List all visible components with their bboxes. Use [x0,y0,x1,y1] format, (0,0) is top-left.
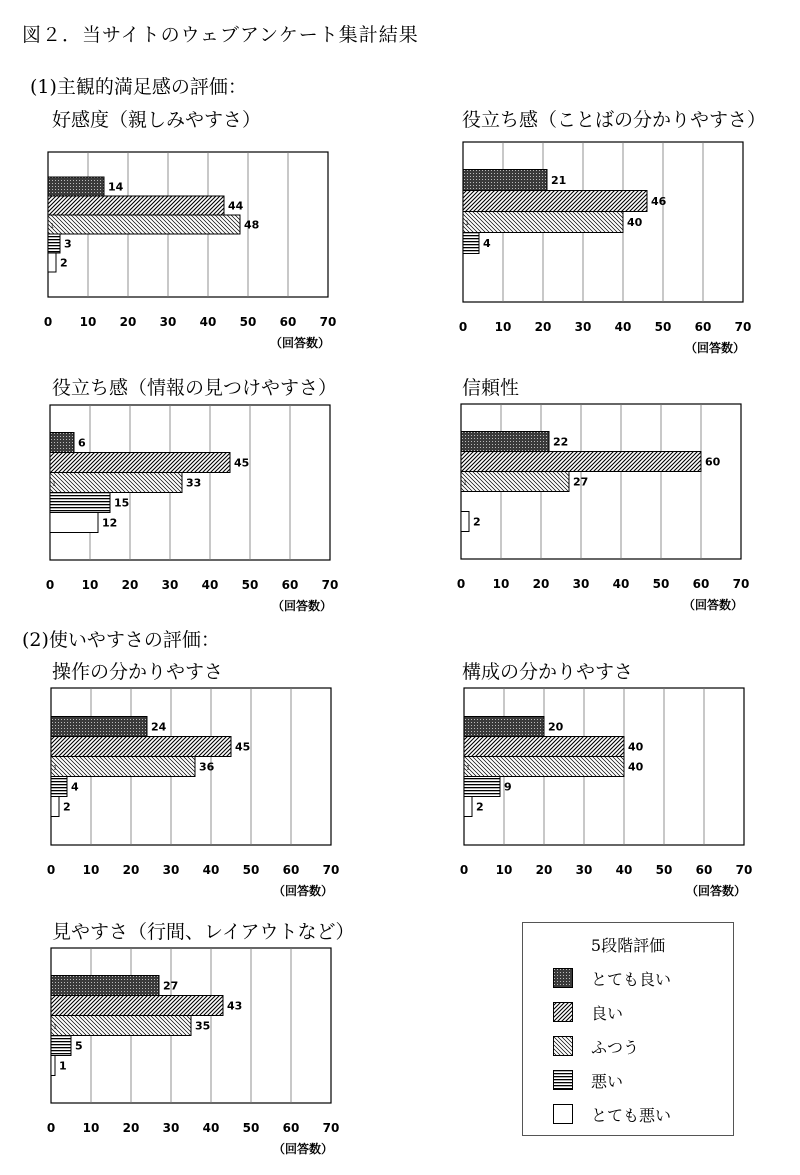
x-tick-label: 20 [119,315,137,329]
x-axis-label: （回答数） [272,1142,333,1156]
data-label: 35 [195,1019,211,1033]
x-tick-label: 50 [654,320,672,334]
x-tick-label: 30 [574,320,592,334]
data-label: 33 [186,476,202,490]
x-axis-label: （回答数） [272,884,333,898]
data-label: 9 [504,780,512,794]
figure-title: 図２．当サイトのウェブアンケート集計結果 [22,24,419,46]
data-label: 46 [651,195,667,208]
legend-label: とても良い [591,969,672,989]
bar-good [464,737,624,757]
x-tick-label: 20 [122,863,140,877]
chart-title-friendliness: 好感度（親しみやすさ） [52,109,262,131]
legend-label: とても悪い [591,1105,672,1125]
bar-good [50,453,230,473]
chart-title-usefulness-findability: 役立ち感（情報の見つけやすさ） [52,377,338,399]
legend [522,922,734,1136]
x-axis-label: （回答数） [685,884,746,898]
bar-good [51,996,223,1016]
x-tick-label: 40 [612,577,630,591]
x-tick-label: 40 [614,320,632,334]
bar-very-good [50,433,74,453]
chart-structure-clarity [459,688,754,900]
x-tick-label: 40 [199,315,217,329]
x-tick-label: 20 [535,863,553,877]
legend-label: ふつう [591,1037,640,1057]
bar-bad [48,234,60,253]
x-tick-label: 20 [122,1121,140,1135]
x-tick-label: 0 [43,315,53,329]
chart-usefulness-wording [458,142,753,357]
chart-usefulness-findability [45,405,340,615]
bar-average [463,212,623,233]
category-tick-label: 1 [53,764,57,772]
data-label: 5 [75,1039,83,1053]
x-tick-label: 0 [46,863,56,877]
x-tick-label: 70 [319,315,337,329]
data-label: 27 [573,475,589,489]
x-tick-label: 60 [282,1121,300,1135]
data-label: 60 [705,455,721,469]
bar-very-good [464,717,544,737]
data-label: 6 [78,436,86,450]
data-label: 45 [234,456,250,470]
data-label: 44 [228,199,244,213]
x-tick-label: 10 [82,863,100,877]
x-axis-label: （回答数） [271,599,332,613]
x-tick-label: 0 [458,320,468,334]
legend-item-very-good [553,967,671,989]
data-label: 40 [628,760,644,774]
category-tick-label: 1 [50,222,54,230]
x-tick-label: 60 [281,578,299,592]
bar-very-bad [461,512,469,532]
x-tick-label: 50 [239,315,257,329]
data-label: 45 [235,740,251,754]
bar-average [461,472,569,492]
x-tick-label: 10 [79,315,97,329]
chart-operation-clarity [46,688,341,900]
bar-very-bad [51,797,59,817]
legend-title: 5段階評価 [590,936,666,955]
bar-average [464,757,624,777]
swatch-fill [554,1071,573,1090]
x-axis-label: （回答数） [684,341,745,355]
x-tick-label: 50 [242,863,260,877]
x-tick-label: 60 [282,863,300,877]
x-tick-label: 0 [456,577,466,591]
data-label: 40 [627,216,643,229]
x-tick-label: 10 [495,863,513,877]
x-tick-label: 10 [81,578,99,592]
x-tick-label: 30 [159,315,177,329]
x-tick-label: 30 [575,863,593,877]
x-tick-label: 70 [735,863,753,877]
category-tick-label: 1 [463,479,467,487]
data-label: 20 [548,720,564,734]
data-label: 4 [483,237,491,250]
data-label: 40 [628,740,644,754]
data-label: 2 [63,800,71,814]
chart-title-usefulness-wording: 役立ち感（ことばの分かりやすさ） [462,109,767,131]
bar-very-good [51,976,159,996]
legend-item-very-bad [553,1103,671,1125]
section-title-usability: (2)使いやすさの評価： [22,629,220,651]
x-tick-label: 20 [532,577,550,591]
bar-good [51,737,231,757]
x-tick-label: 40 [615,863,633,877]
x-tick-label: 10 [82,1121,100,1135]
bar-good [461,452,701,472]
bar-very-good [48,177,104,196]
x-tick-label: 10 [492,577,510,591]
legend-swatch-average [553,1036,573,1056]
bar-very-good [463,170,547,191]
bar-good [48,196,224,215]
chart-reliability [456,404,753,614]
bar-very-good [51,717,147,737]
x-tick-label: 0 [459,863,469,877]
chart-title-reliability: 信頼性 [462,377,520,399]
data-label: 43 [227,999,243,1013]
category-tick-label: 1 [466,764,470,772]
bar-average [48,215,240,234]
data-label: 2 [476,800,484,814]
x-tick-label: 30 [161,578,179,592]
x-tick-label: 50 [242,1121,260,1135]
data-label: 48 [244,218,260,232]
chart-friendliness [43,152,338,352]
data-label: 4 [71,780,79,794]
data-label: 14 [108,180,124,194]
x-tick-label: 60 [695,863,713,877]
section-title-satisfaction: (1)主観的満足感の評価： [30,76,247,98]
x-tick-label: 0 [45,578,55,592]
bar-good [463,191,647,212]
data-label: 36 [199,760,215,774]
x-tick-label: 40 [202,1121,220,1135]
bar-average [51,1016,191,1036]
legend-swatch-bad [553,1070,573,1090]
swatch-fill [554,1037,573,1056]
x-tick-label: 70 [734,320,752,334]
x-tick-label: 30 [572,577,590,591]
x-tick-label: 30 [162,863,180,877]
x-tick-label: 40 [202,863,220,877]
data-label: 2 [60,256,68,270]
data-label: 27 [163,979,179,993]
x-tick-label: 60 [279,315,297,329]
x-tick-label: 20 [534,320,552,334]
legend-item-bad [553,1069,623,1091]
swatch-fill [554,1105,573,1124]
chart-readability [46,948,341,1158]
chart-title-operation-clarity: 操作の分かりやすさ [52,661,224,683]
legend-label: 悪い [591,1071,624,1091]
bar-bad [51,777,67,797]
bar-very-bad [48,253,56,272]
bar-bad [50,493,110,513]
x-tick-label: 0 [46,1121,56,1135]
bar-bad [464,777,500,797]
bar-very-bad [464,797,472,817]
data-label: 21 [551,174,567,187]
data-label: 15 [114,496,130,510]
legend-label: 良い [591,1003,624,1023]
legend-swatch-very-bad [553,1104,573,1124]
category-tick-label: 1 [465,220,469,227]
data-label: 1 [59,1059,67,1073]
x-axis-label: （回答数） [269,336,330,350]
x-tick-label: 60 [694,320,712,334]
legend-swatch-very-good [553,968,573,988]
bar-bad [463,233,479,254]
data-label: 2 [473,515,481,529]
x-tick-label: 50 [655,863,673,877]
legend-item-average [553,1035,639,1057]
bar-very-bad [50,513,98,533]
bar-very-bad [51,1056,55,1076]
bar-average [50,473,182,493]
bar-average [51,757,195,777]
x-tick-label: 30 [162,1121,180,1135]
swatch-fill [554,969,573,988]
legend-swatch-good [553,1002,573,1022]
category-tick-label: 1 [52,480,56,488]
category-tick-label: 1 [53,1023,57,1031]
data-label: 22 [553,435,569,449]
x-tick-label: 70 [732,577,750,591]
x-tick-label: 70 [321,578,339,592]
x-tick-label: 70 [322,1121,340,1135]
x-tick-label: 20 [121,578,139,592]
x-tick-label: 50 [652,577,670,591]
chart-title-structure-clarity: 構成の分かりやすさ [462,661,634,683]
chart-title-readability: 見やすさ（行間、レイアウトなど） [52,921,355,943]
x-tick-label: 40 [201,578,219,592]
data-label: 3 [64,237,72,251]
data-label: 24 [151,720,167,734]
bar-very-good [461,432,549,452]
data-label: 12 [102,516,118,530]
x-tick-label: 50 [241,578,259,592]
bar-bad [51,1036,71,1056]
legend-item-good [553,1001,623,1023]
x-tick-label: 10 [494,320,512,334]
x-axis-label: （回答数） [682,598,743,612]
x-tick-label: 60 [692,577,710,591]
x-tick-label: 70 [322,863,340,877]
swatch-fill [554,1003,573,1022]
